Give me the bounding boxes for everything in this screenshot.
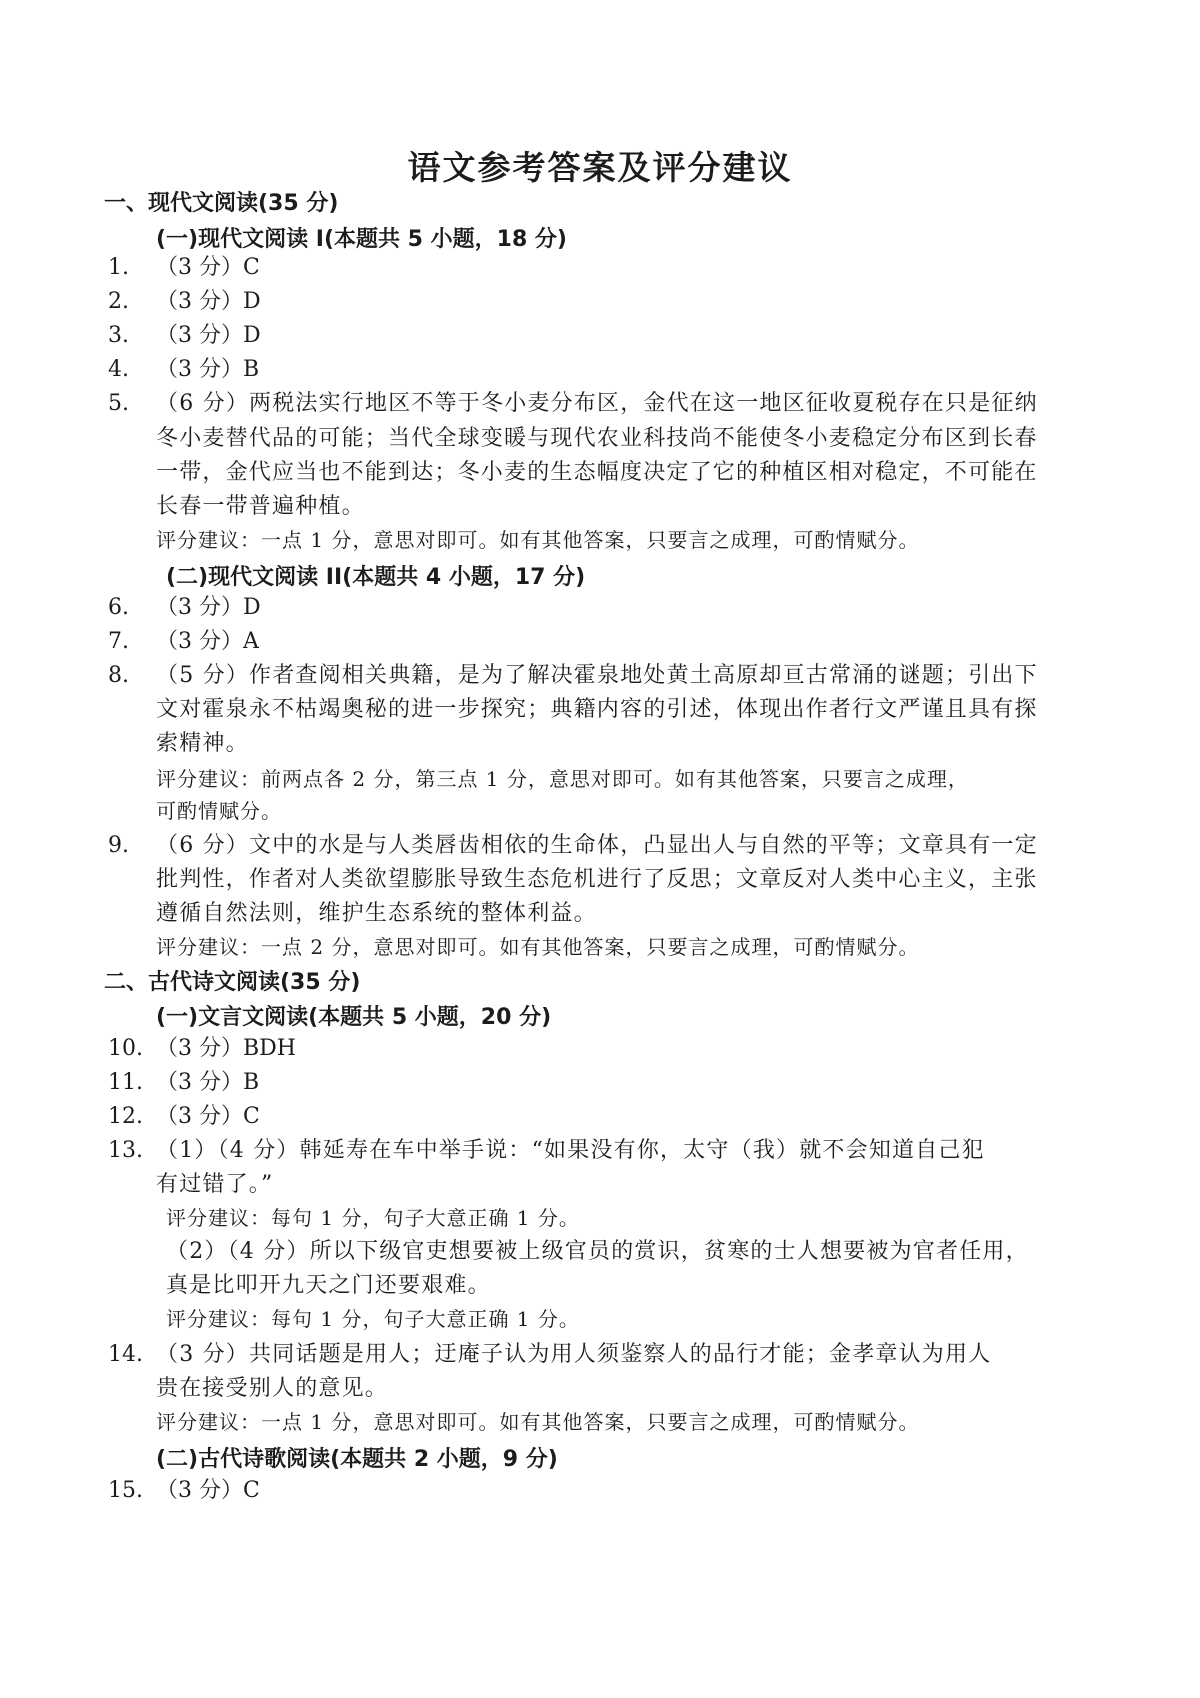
page-title: 语文参考答案及评分建议 xyxy=(407,148,793,187)
q3-number: 3. xyxy=(108,323,129,348)
q9-scoring-note: 评分建议：一点 2 分，意思对即可。如有其他答案，只要言之成理，可酌情赋分。 xyxy=(156,935,920,959)
q5-answer-line: （6 分）两税法实行地区不等于冬小麦分布区，金代在这一地区征收夏税存在只是征纳 xyxy=(156,391,1038,416)
q14-scoring-note: 评分建议：一点 1 分，意思对即可。如有其他答案，只要言之成理，可酌情赋分。 xyxy=(156,1410,920,1434)
q4-number: 4. xyxy=(108,357,129,382)
q13-part1-line: （1）（4 分）韩延寿在车中举手说：“如果没有你，太守（我）就不会知道自己犯 xyxy=(156,1138,985,1163)
q5-answer-line: 冬小麦替代品的可能；当代全球变暖与现代农业科技尚不能使冬小麦稳定分布区到长春 xyxy=(156,426,1038,451)
q4-answer: （3 分）B xyxy=(156,357,260,382)
q13-part1-scoring-note: 评分建议：每句 1 分，句子大意正确 1 分。 xyxy=(166,1206,580,1230)
q13-part2-scoring-note: 评分建议：每句 1 分，句子大意正确 1 分。 xyxy=(166,1307,580,1331)
section-1-part-1-heading: (一)现代文阅读 I(本题共 5 小题，18 分) xyxy=(156,227,567,252)
q9-answer-line: （6 分）文中的水是与人类唇齿相依的生命体，凸显出人与自然的平等；文章具有一定 xyxy=(156,833,1038,858)
q8-scoring-note: 可酌情赋分。 xyxy=(156,799,282,823)
q10-answer: （3 分）BDH xyxy=(156,1036,296,1061)
q6-number: 6. xyxy=(108,595,129,620)
q6-answer: （3 分）D xyxy=(156,595,261,620)
q9-number: 9. xyxy=(108,833,129,858)
section-2-heading: 二、古代诗文阅读(35 分) xyxy=(104,970,361,995)
section-1-part-2-heading: (二)现代文阅读 II(本题共 4 小题，17 分) xyxy=(166,565,586,590)
q1-answer: （3 分）C xyxy=(156,255,260,280)
q13-number: 13. xyxy=(108,1138,143,1163)
q3-answer: （3 分）D xyxy=(156,323,261,348)
q8-number: 8. xyxy=(108,663,129,688)
q5-answer-line: 长春一带普遍种植。 xyxy=(156,494,365,519)
q2-answer: （3 分）D xyxy=(156,289,261,314)
q14-answer-line: 贵在接受别人的意见。 xyxy=(156,1376,389,1401)
q15-answer: （3 分）C xyxy=(156,1478,260,1503)
q1-number: 1. xyxy=(108,255,129,280)
q10-number: 10. xyxy=(108,1036,143,1061)
q5-number: 5. xyxy=(108,391,129,416)
q8-answer-line: （5 分）作者查阅相关典籍，是为了解决霍泉地处黄土高原却亘古常涌的谜题；引出下 xyxy=(156,663,1038,688)
q7-number: 7. xyxy=(108,629,129,654)
section-2-part-2-heading: (二)古代诗歌阅读(本题共 2 小题，9 分) xyxy=(156,1447,558,1472)
section-2-part-1-heading: (一)文言文阅读(本题共 5 小题，20 分) xyxy=(156,1005,552,1030)
q8-scoring-note: 评分建议：前两点各 2 分，第三点 1 分，意思对即可。如有其他答案，只要言之成理， xyxy=(156,767,969,791)
q12-number: 12. xyxy=(108,1104,143,1129)
q14-number: 14. xyxy=(108,1342,143,1367)
section-1-heading: 一、现代文阅读(35 分) xyxy=(104,191,339,216)
q15-number: 15. xyxy=(108,1478,143,1503)
q2-number: 2. xyxy=(108,289,129,314)
q11-number: 11. xyxy=(108,1070,143,1095)
q5-answer-line: 一带，金代应当也不能到达；冬小麦的生态幅度决定了它的种植区相对稳定，不可能在 xyxy=(156,460,1038,485)
q12-answer: （3 分）C xyxy=(156,1104,260,1129)
q13-part1-line: 有过错了。” xyxy=(156,1172,274,1197)
q8-answer-line: 索精神。 xyxy=(156,731,249,756)
q5-scoring-note: 评分建议：一点 1 分，意思对即可。如有其他答案，只要言之成理，可酌情赋分。 xyxy=(156,528,920,552)
q13-part2-line: （2）（4 分）所以下级官吏想要被上级官员的赏识，贫寒的士人想要被为官者任用， xyxy=(166,1239,1029,1264)
q13-part2-line: 真是比叩开九天之门还要艰难。 xyxy=(166,1273,491,1298)
q9-answer-line: 批判性，作者对人类欲望膨胀导致生态危机进行了反思；文章反对人类中心主义，主张 xyxy=(156,867,1038,892)
q8-answer-line: 文对霍泉永不枯竭奥秘的进一步探究；典籍内容的引述，体现出作者行文严谨且具有探 xyxy=(156,697,1038,722)
q11-answer: （3 分）B xyxy=(156,1070,260,1095)
q7-answer: （3 分）A xyxy=(156,629,259,654)
q9-answer-line: 遵循自然法则，维护生态系统的整体利益。 xyxy=(156,901,597,926)
q14-answer-line: （3 分）共同话题是用人；迂庵子认为用人须鉴察人的品行才能；金孝章认为用人 xyxy=(156,1342,992,1367)
